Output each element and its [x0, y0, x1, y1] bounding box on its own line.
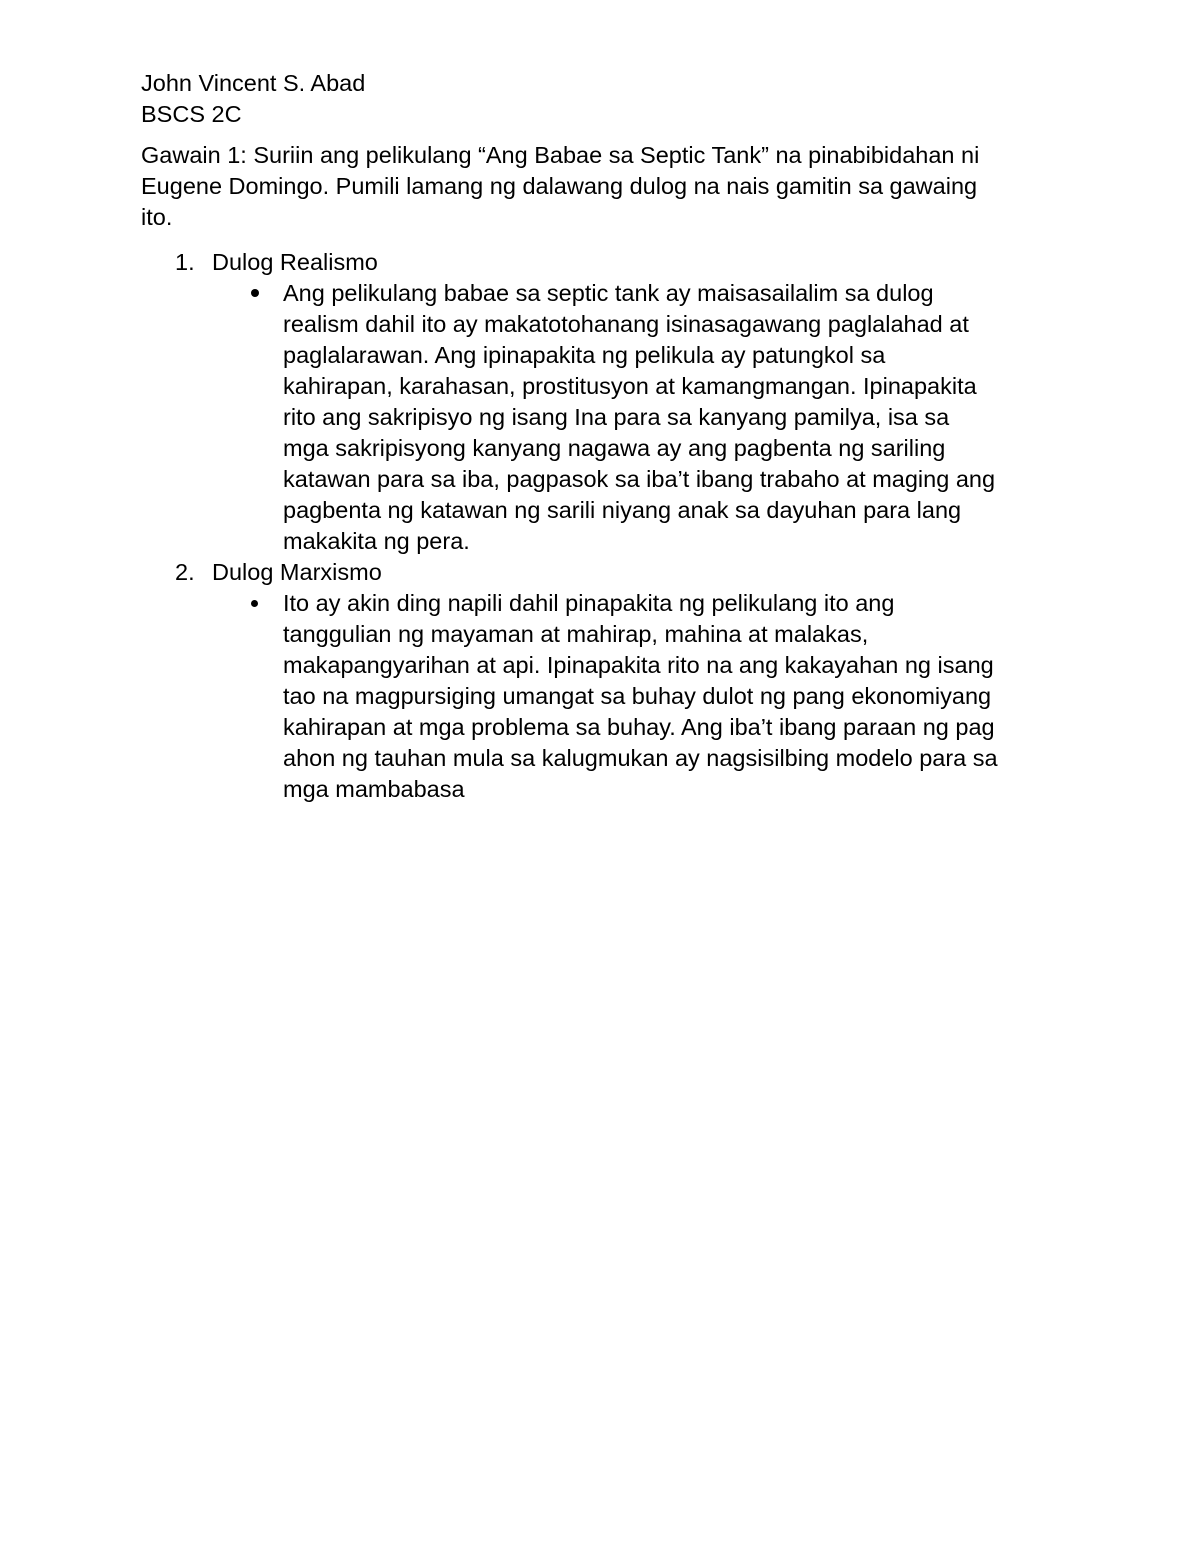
bullet-line: mga sakripisyong kanyang nagawa ay ang pagbenta ng sariling	[283, 435, 946, 461]
bullet-line: ahon ng tauhan mula sa kalugmukan ay nagsisilbing modelo para sa	[283, 745, 998, 771]
bullet-realismo	[141, 278, 1071, 557]
student-header	[141, 68, 1071, 130]
bullet-line: tao na magpursiging umangat sa buhay dulot ng pang ekonomiyang	[283, 683, 992, 709]
student-course: BSCS 2C	[141, 101, 242, 127]
bullet-line: mga mambabasa	[283, 776, 465, 802]
bullet-line: paglalarawan. Ang ipinapakita ng pelikula ay patungkol sa	[283, 342, 886, 368]
bullet-line: realism dahil ito ay makatotohanang isinasagawang paglalahad at	[283, 311, 969, 337]
bullet-line: pagbenta ng katawan ng sarili niyang anak sa dayuhan para lang	[283, 497, 962, 523]
task-line: ito.	[141, 204, 173, 230]
task-line: Eugene Domingo. Pumili lamang ng dalawang dulog na nais gamitin sa gawaing	[141, 173, 978, 199]
task-line: Gawain 1: Suriin ang pelikulang “Ang Babae sa Septic Tank” na pinabibidahan ni	[141, 142, 980, 168]
item-number: 1.	[175, 249, 195, 275]
bullet-line: tanggulian ng mayaman at mahirap, mahina at malakas,	[283, 621, 869, 647]
bullet-line: kahirapan at mga problema sa buhay. Ang iba’t ibang paraan ng pag	[283, 714, 995, 740]
list-item-realismo	[141, 247, 1071, 278]
bullet-line: Ang pelikulang babae sa septic tank ay maisasailalim sa dulog	[283, 280, 934, 306]
approach-list	[141, 247, 1071, 805]
item-title: Dulog Realismo	[212, 249, 378, 275]
list-item-marxismo	[141, 557, 1071, 588]
item-title: Dulog Marxismo	[212, 559, 382, 585]
bullet-line: katawan para sa iba, pagpasok sa iba’t ibang trabaho at maging ang	[283, 466, 996, 492]
bullet-line: makapangyarihan at api. Ipinapakita rito na ang kakayahan ng isang	[283, 652, 994, 678]
bullet-line: makakita ng pera.	[283, 528, 470, 554]
bullet-line: rito ang sakripisyo ng isang Ina para sa kanyang pamilya, isa sa	[283, 404, 950, 430]
bullet-line: kahirapan, karahasan, prostitusyon at kamangmangan. Ipinapakita	[283, 373, 977, 399]
student-name: John Vincent S. Abad	[141, 70, 366, 96]
document-page	[141, 68, 1071, 805]
bullet-line: Ito ay akin ding napili dahil pinapakita ng pelikulang ito ang	[283, 590, 895, 616]
bullet-icon	[251, 600, 258, 607]
task-instructions	[141, 140, 1071, 233]
item-number: 2.	[175, 559, 195, 585]
bullet-icon	[251, 289, 259, 297]
bullet-marxismo	[141, 588, 1071, 805]
